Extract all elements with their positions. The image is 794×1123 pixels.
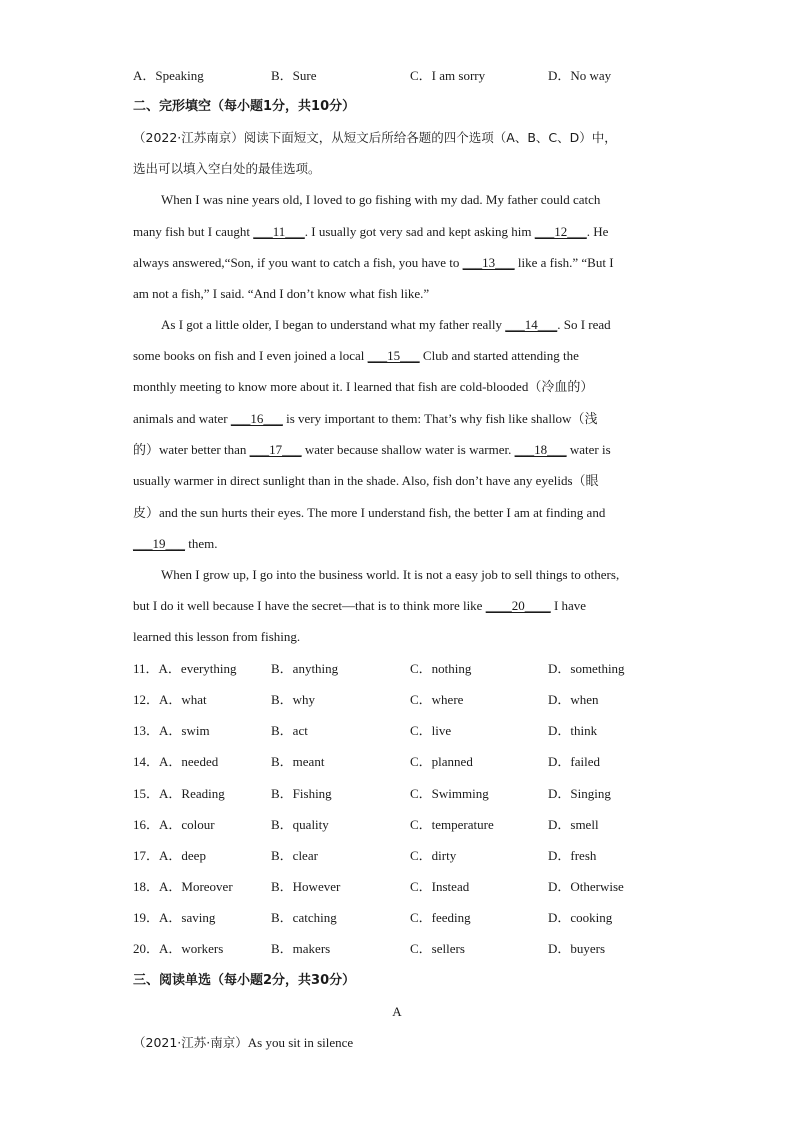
- passage-text: like a fish.” “But I: [514, 255, 614, 270]
- passage-line: [133, 347, 579, 365]
- question-row-18: [133, 878, 673, 896]
- option-a: 20．A．workers: [133, 941, 224, 956]
- passage-text: water because shallow water is warmer.: [301, 442, 515, 457]
- passage-line: [133, 285, 429, 303]
- passage-text: animals and water: [133, 411, 231, 426]
- question-row-12: [133, 691, 673, 709]
- question-row-19: [133, 909, 673, 927]
- section3-heading: 三、阅读单选（每小题2分，共30分）: [133, 973, 356, 988]
- option-b: B．catching: [271, 910, 337, 925]
- question-row-15: [133, 785, 673, 803]
- passage-text: always answered,“Son, if you want to catch a fish, you have to: [133, 255, 463, 270]
- option-c: C．Instead: [410, 879, 470, 894]
- top-option-c: C．I am sorry: [410, 68, 486, 83]
- top-option-b: B．Sure: [271, 68, 317, 83]
- option-c: C．Swimming: [410, 786, 489, 801]
- option-d: D．fresh: [548, 848, 597, 863]
- blank-14: ___14___: [505, 317, 558, 332]
- passage-line: [133, 441, 611, 459]
- passage-text: learned this lesson from fishing.: [133, 629, 301, 644]
- passage-line: [133, 597, 586, 615]
- blank-17: ___17___: [249, 442, 302, 457]
- option-a: 19．A．saving: [133, 910, 216, 925]
- option-b: B．meant: [271, 754, 325, 769]
- option-d: D．when: [548, 692, 599, 707]
- passage-text: Club and started attending the: [419, 348, 579, 363]
- question-row-13: [133, 722, 673, 740]
- option-a: 16．A．colour: [133, 817, 215, 832]
- option-a: 15．A．Reading: [133, 786, 225, 801]
- passage-text: am not a fish,” I said. “And I don’t know what fish like.”: [133, 286, 430, 301]
- part-label: A: [392, 1004, 402, 1019]
- section2-heading: 二、完形填空（每小题1分，共10分）: [133, 99, 356, 114]
- option-c: C．nothing: [410, 661, 472, 676]
- top-option-d: D．No way: [548, 68, 612, 83]
- top-option-a: A．Speaking: [133, 68, 204, 83]
- passage-text: some books on fish and I even joined a local: [133, 348, 368, 363]
- option-c: C．dirty: [410, 848, 457, 863]
- question-row-11: [133, 660, 673, 678]
- option-c: C．planned: [410, 754, 473, 769]
- passage-text: monthly meeting to know more about it. I learned that fish are cold-blooded（冷血的）: [133, 379, 594, 394]
- option-d: D．Singing: [548, 786, 611, 801]
- blank-15: ___15___: [367, 348, 420, 363]
- option-b: B．quality: [271, 817, 329, 832]
- passage-text: . I usually got very sad and kept asking him: [304, 224, 535, 239]
- blank-20: ____20____: [485, 598, 551, 613]
- question-row-17: [133, 847, 673, 865]
- option-a: 17．A．deep: [133, 848, 206, 863]
- option-d: D．buyers: [548, 941, 606, 956]
- option-b: B．act: [271, 723, 308, 738]
- passage-text: As I got a little older, I began to understand what my father really: [161, 317, 506, 332]
- option-c: C．feeding: [410, 910, 471, 925]
- passage-line: [133, 628, 300, 646]
- option-d: D．smell: [548, 817, 599, 832]
- passage-text: . So I read: [557, 317, 611, 332]
- passage-text: them.: [185, 536, 218, 551]
- section2-intro-line1: （2022·江苏南京）阅读下面短文，从短文后所给各题的四个选项（A、B、C、D）中，: [133, 130, 617, 145]
- blank-11: ___11___: [253, 224, 305, 239]
- option-a: 13．A．swim: [133, 723, 210, 738]
- option-a: 11．A．everything: [133, 661, 237, 676]
- passage-text: As you sit in silence: [247, 1035, 354, 1050]
- question-row-20: [133, 940, 673, 958]
- passage-line: [133, 254, 614, 272]
- option-c: C．sellers: [410, 941, 465, 956]
- option-b: B．Fishing: [271, 786, 332, 801]
- blank-13: ___13___: [462, 255, 515, 270]
- option-d: D．failed: [548, 754, 600, 769]
- passage-text: many fish but I caught: [133, 224, 254, 239]
- passage-text: is very important to them: That’s why fish like shallow（浅: [282, 411, 598, 426]
- blank-16: ___16___: [230, 411, 283, 426]
- option-b: B．makers: [271, 941, 331, 956]
- passage-line: [161, 191, 600, 209]
- passage-line: [161, 566, 619, 584]
- top-options-row: [133, 67, 673, 85]
- option-d: D．something: [548, 661, 625, 676]
- option-a: 12．A．what: [133, 692, 207, 707]
- passage-line: [161, 316, 611, 334]
- passage-text: 的）water better than: [133, 442, 250, 457]
- source-label: （2021·江苏·南京）: [133, 1035, 248, 1050]
- option-c: C．temperature: [410, 817, 494, 832]
- question-row-16: [133, 816, 673, 834]
- option-b: B．anything: [271, 661, 339, 676]
- passage-line: [133, 410, 597, 428]
- option-d: D．think: [548, 723, 598, 738]
- blank-12: ___12___: [534, 224, 587, 239]
- passage-text: usually warmer in direct sunlight than in the shade. Also, fish don’t have any eyelids（眼: [133, 473, 599, 488]
- blank-18: ___18___: [514, 442, 567, 457]
- passage-line: [133, 472, 599, 490]
- option-a: 14．A．needed: [133, 754, 219, 769]
- passage-line: [133, 223, 608, 241]
- option-d: D．Otherwise: [548, 879, 624, 894]
- passage-text: When I grow up, I go into the business world. It is not a easy job to sell things to others,: [161, 567, 620, 582]
- question-row-14: [133, 753, 673, 771]
- passage-line: [133, 535, 218, 553]
- option-c: C．where: [410, 692, 464, 707]
- passage-text: 皮）and the sun hurts their eyes. The more I understand fish, the better I am at finding and: [133, 505, 606, 520]
- option-b: B．why: [271, 692, 316, 707]
- passage-text: When I was nine years old, I loved to go fishing with my dad. My father could catch: [161, 192, 601, 207]
- passage-line: [133, 378, 593, 396]
- option-b: B．However: [271, 879, 341, 894]
- option-c: C．live: [410, 723, 452, 738]
- option-d: D．cooking: [548, 910, 613, 925]
- passage-text: water is: [566, 442, 611, 457]
- passage-a-first-line: [133, 1034, 353, 1052]
- passage-text: but I do it well because I have the secret—that is to think more like: [133, 598, 486, 613]
- option-b: B．clear: [271, 848, 318, 863]
- blank-19: ___19___: [133, 536, 185, 551]
- passage-line: [133, 504, 605, 522]
- passage-text: . He: [586, 224, 609, 239]
- option-a: 18．A．Moreover: [133, 879, 233, 894]
- section2-intro-line2: 选出可以填入空白处的最佳选项。: [133, 161, 321, 176]
- passage-text: I have: [550, 598, 587, 613]
